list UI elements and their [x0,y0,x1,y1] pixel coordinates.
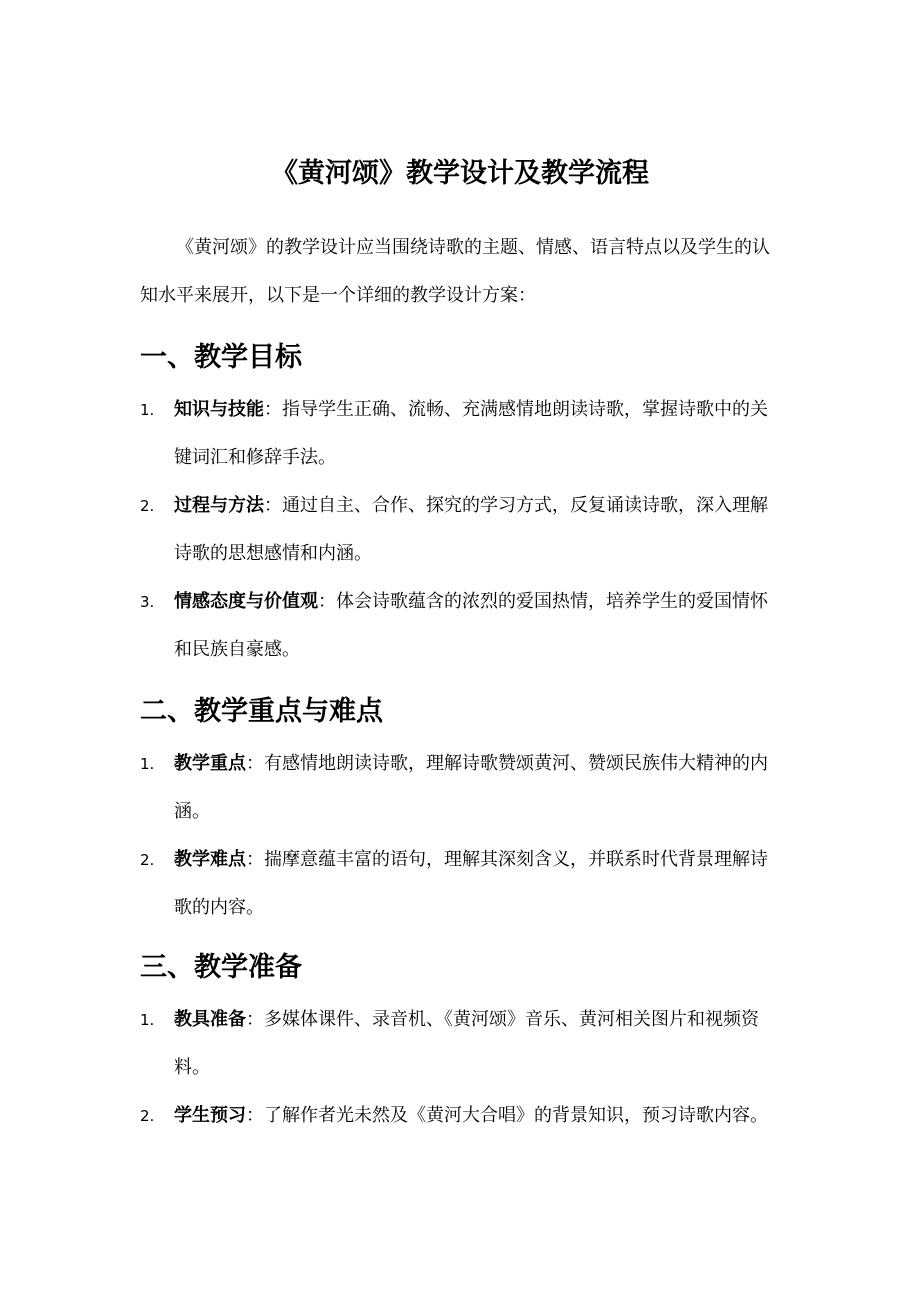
item-term: 学生预习 [174,1105,246,1126]
item-text: ：揣摩意蕴丰富的语句，理解其深刻含义，并联系时代背景理解诗歌的内容。 [174,849,768,918]
item-text: ：通过自主、合作、探究的学习方式，反复诵读诗歌，深入理解诗歌的思想感情和内涵。 [174,495,768,564]
item-text: ：体会诗歌蕴含的浓烈的爱国热情，培养学生的爱国情怀和民族自豪感。 [174,591,768,660]
item-term: 教具准备 [174,1009,246,1030]
list-item [140,578,780,674]
item-term: 教学难点 [174,849,246,870]
item-text: ：指导学生正确、流畅、充满感情地朗读诗歌，掌握诗歌中的关键词汇和修辞手法。 [174,399,768,468]
list-item [140,996,780,1092]
item-number: 2. [140,1107,155,1125]
list-item [140,1092,780,1140]
item-term: 过程与方法 [174,495,264,516]
section-heading: 一、教学目标 [140,342,302,373]
section-teaching-preparation [140,946,780,1140]
item-term: 教学重点 [174,753,246,774]
section-teaching-objectives [140,336,780,674]
item-number: 1. [140,755,155,773]
item-number: 1. [140,1011,155,1029]
document-title: 《黄河颂》教学设计及教学流程 [271,158,649,189]
section-heading: 二、教学重点与难点 [140,696,383,727]
item-text: ：了解作者光未然及《黄河大合唱》的背景知识，预习诗歌内容。 [246,1105,768,1126]
list-item [140,386,780,482]
section-heading: 三、教学准备 [140,952,302,983]
intro-paragraph: 《黄河颂》的教学设计应当围绕诗歌的主题、情感、语言特点以及学生的认知水平来展开，以下是一个详细的教学设计方案： [140,237,770,306]
list-item [140,740,780,836]
item-term: 知识与技能 [174,399,264,420]
item-number: 3. [140,593,155,611]
item-text: ：多媒体课件、录音机、《黄河颂》音乐、黄河相关图片和视频资料。 [174,1009,759,1078]
list-item [140,836,780,932]
item-number: 2. [140,497,155,515]
item-text: ：有感情地朗读诗歌，理解诗歌赞颂黄河、赞颂民族伟大精神的内涵。 [174,753,768,822]
list-item [140,482,780,578]
item-number: 1. [140,401,155,419]
section-key-points [140,690,780,932]
item-term: 情感态度与价值观 [174,591,318,612]
item-number: 2. [140,851,155,869]
